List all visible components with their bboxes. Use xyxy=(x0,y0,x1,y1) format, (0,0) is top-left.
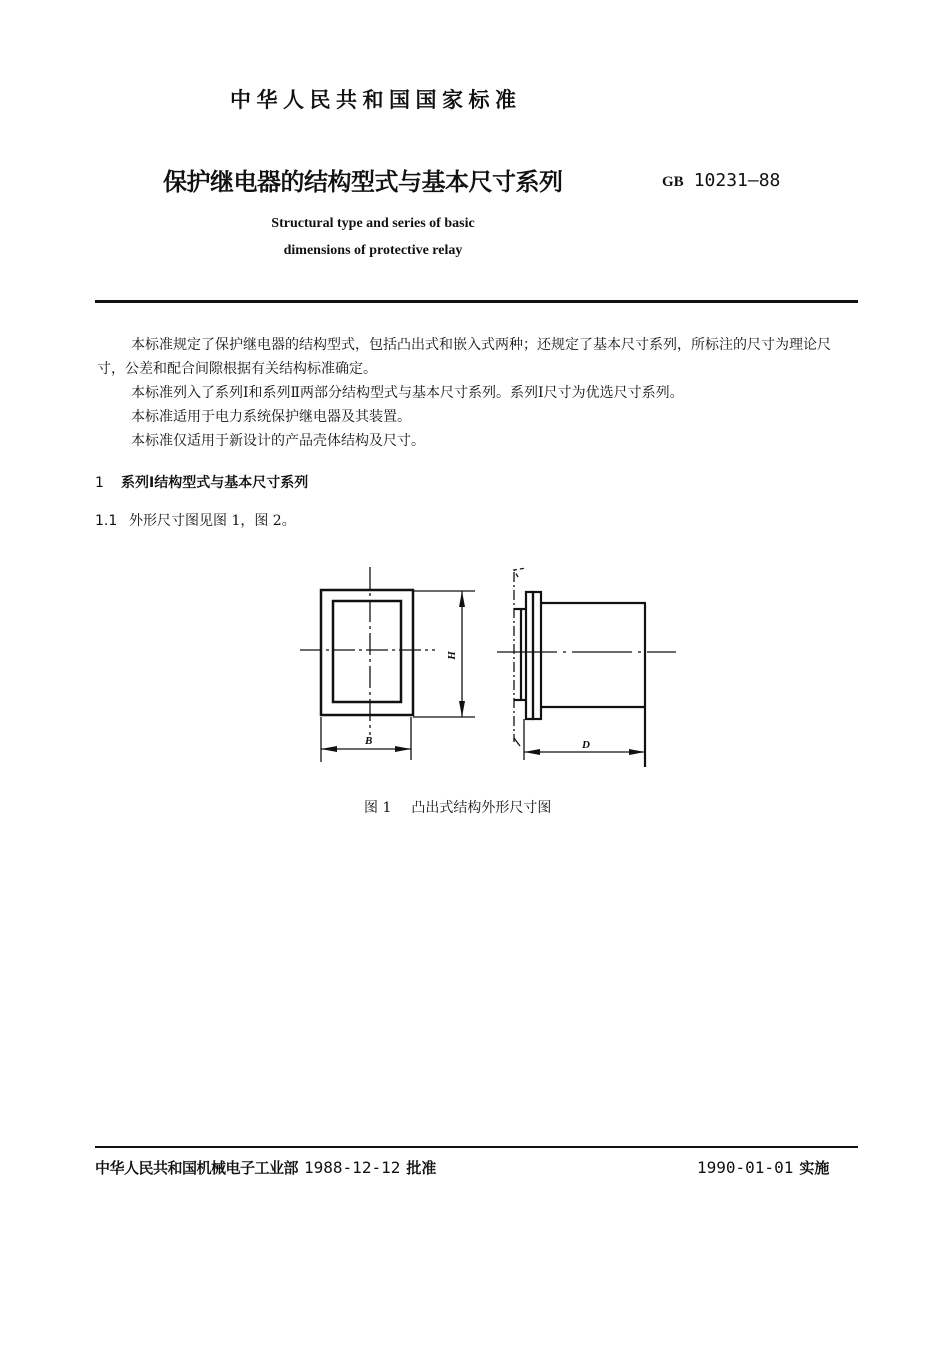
intro-paragraph: 本标准仅适用于新设计的产品壳体结构及尺寸。 xyxy=(131,433,425,449)
front-inner-window xyxy=(333,601,401,702)
figure-1-drawing xyxy=(290,560,690,770)
front-outer-frame xyxy=(321,590,413,715)
issuing-ministry: 中华人民共和国机械电子工业部 xyxy=(95,1159,299,1177)
dimension-label-d: D xyxy=(582,739,590,751)
intro-paragraph: 本标准列入了系列Ⅰ和系列Ⅱ两部分结构型式与基本尺寸系列。系列Ⅰ尺寸为优选尺寸系列。 xyxy=(131,385,684,401)
dimension-label-b: B xyxy=(365,735,373,747)
standard-prefix: GB xyxy=(662,174,684,190)
document-title-chinese: 保护继电器的结构型式与基本尺寸系列 xyxy=(163,168,563,196)
issuing-authority-header: 中华人民共和国国家标准 xyxy=(230,88,522,112)
approval-label: 批准 xyxy=(406,1159,437,1177)
footer-divider xyxy=(95,1146,858,1148)
introduction xyxy=(97,333,857,453)
title-english-line-1: Structural type and series of basic xyxy=(271,216,475,231)
figure-caption-text: 凸出式结构外形尺寸图 xyxy=(411,800,552,816)
title-english-line-2: dimensions of protective relay xyxy=(283,243,463,258)
effective-date: 1990-01-01 xyxy=(697,1158,794,1177)
effective-label: 实施 xyxy=(799,1159,830,1177)
intro-paragraph: 本标准规定了保护继电器的结构型式，包括凸出式和嵌入式两种；还规定了基本尺寸系列，所标注的尺寸为理论尺寸，公差和配合间隙根据有关结构标准确定。 xyxy=(97,337,831,377)
intro-paragraph: 本标准适用于电力系统保护继电器及其装置。 xyxy=(131,409,411,425)
dimension-label-h: H xyxy=(445,651,457,660)
approval-date: 1988-12-12 xyxy=(304,1158,401,1177)
standard-code xyxy=(662,170,780,191)
figure-number: 图 1 xyxy=(364,800,392,816)
header-divider xyxy=(95,300,858,303)
document-title-english xyxy=(228,210,518,264)
approval-info xyxy=(95,1157,436,1178)
section-heading-1-1 xyxy=(95,510,296,530)
technical-drawing xyxy=(290,560,690,770)
section-heading-1 xyxy=(95,472,308,492)
section-title: 系列Ⅰ结构型式与基本尺寸系列 xyxy=(121,475,309,491)
section-text: 外形尺寸图见图 1，图 2。 xyxy=(129,513,296,529)
effective-info xyxy=(697,1157,829,1178)
standard-number: 10231—88 xyxy=(693,170,781,191)
figure-caption xyxy=(364,797,551,817)
section-number: 1.1 xyxy=(95,513,118,529)
section-number: 1 xyxy=(95,475,104,491)
